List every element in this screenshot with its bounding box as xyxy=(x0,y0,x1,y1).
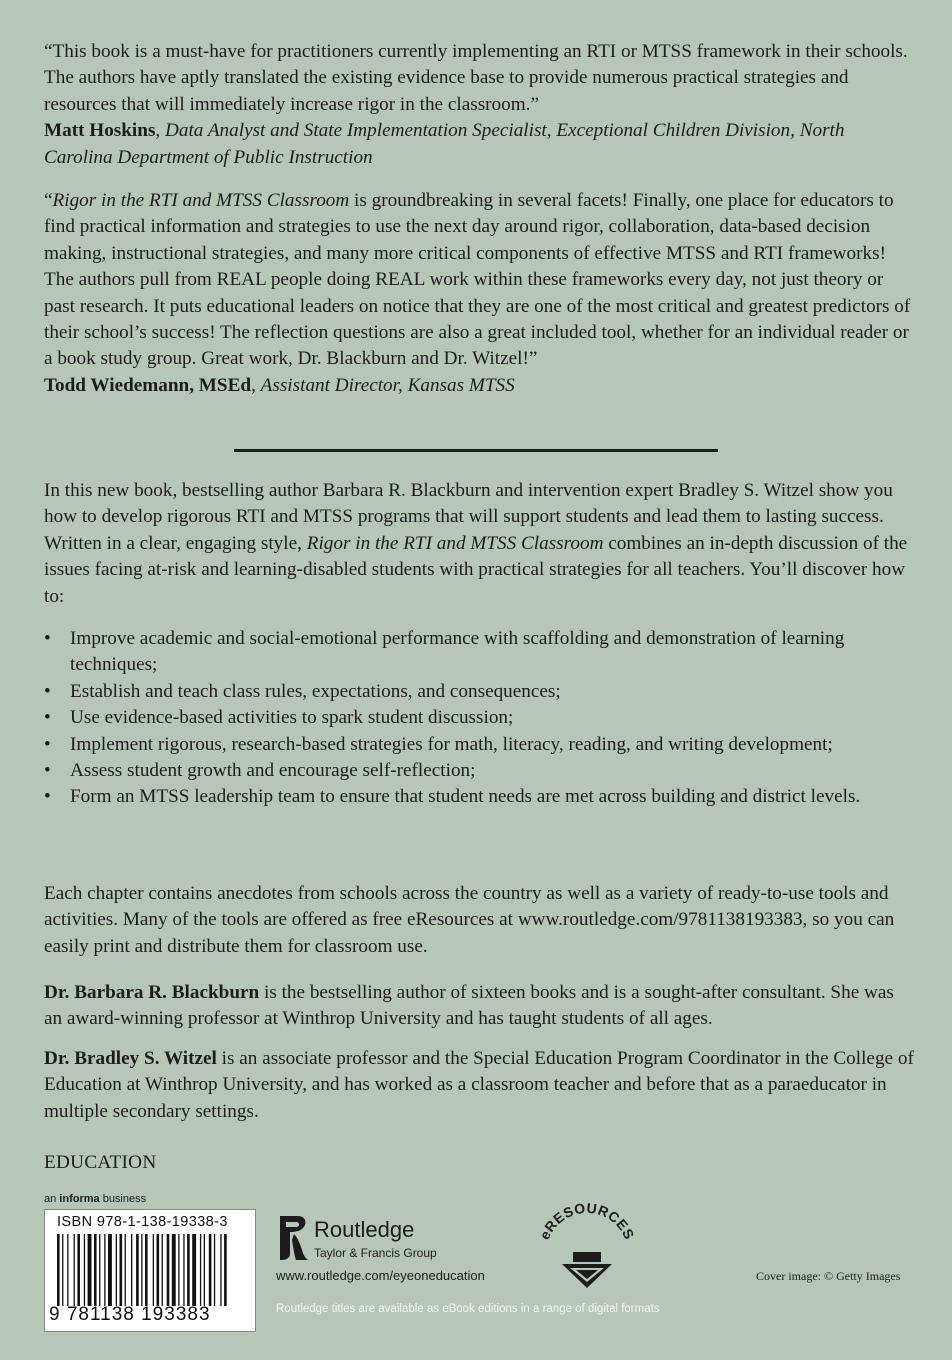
list-item: • Implement rigorous, research-based strategies for math, literacy, reading, and writing development; xyxy=(44,732,904,758)
author-name: Dr. Bradley S. Witzel xyxy=(44,1048,217,1069)
author-name: Dr. Barbara R. Blackburn xyxy=(44,982,260,1003)
book-title: Rigor in the RTI and MTSS Classroom xyxy=(52,190,350,211)
svg-text:eRESOURCES: eRESOURCES xyxy=(536,1202,638,1242)
testimonial-1 xyxy=(44,39,914,171)
testimonial-quote: “This book is a must-have for practitioners currently implementing an RTI or MTSS framework in their schools. The authors have aptly translated the existing evidence base to provide numerous practical strategies and resources that will immediately increase rigor in the classroom.” xyxy=(44,41,908,115)
book-title: Rigor in the RTI and MTSS Classroom xyxy=(306,532,604,554)
informa-business-mark: an informa business xyxy=(44,1193,147,1205)
publisher-website: www.routledge.com/eyeoneducation xyxy=(276,1268,485,1283)
subject-category: EDUCATION xyxy=(44,1152,157,1173)
testimonial-name: Todd Wiedemann, MSEd xyxy=(44,374,252,396)
testimonial-title: Assistant Director, Kansas MTSS xyxy=(260,374,515,396)
list-item: • Assess student growth and encourage self-reflection; xyxy=(44,758,904,784)
list-item: • Establish and teach class rules, expectations, and consequences; xyxy=(44,679,904,705)
routledge-logo-icon xyxy=(276,1214,310,1262)
list-item: • Improve academic and social-emotional performance with scaffolding and demonstration of learning techniques; xyxy=(44,626,904,679)
ebook-availability-note: Routledge titles are available as eBook editions in a range of digital formats xyxy=(276,1303,660,1315)
author-bio-witzel: Dr. Bradley S. Witzel is an associate professor and the Special Education Program Coordinator in the College of Education at Winthrop University, and has worked as a classroom teacher and before that as a paraeducator in multiple secondary settings. xyxy=(44,1048,914,1122)
barcode-icon xyxy=(55,1234,245,1306)
testimonial-name: Matt Hoskins xyxy=(44,120,156,142)
testimonial-quote: “Rigor in the RTI and MTSS Classroom is groundbreaking in several facets! Finally, one place for educators to find practical information and strategies to use the next day around rigor, collaboration, data-based decision making, instructional strategies, and many more critical components of effective MTSS and RTI frameworks! The authors pull from REAL people doing REAL work within these frameworks every day, not just theory or past research. It puts educational leaders on notice that they are one of the most critical and greatest predictors of their school’s success! The reflection questions are also a great included tool, whether for an individual reader or a book study group. Great work, Dr. Blackburn and Dr. Witzel!” xyxy=(44,190,911,370)
benefits-list xyxy=(44,626,904,811)
author-bio-blackburn: Dr. Barbara R. Blackburn is the bestselling author of sixteen books and is a sought-after consultant. She was an award-winning professor at Winthrop University and has taught students of all ages. xyxy=(44,982,894,1030)
chapters-paragraph: Each chapter contains anecdotes from schools across the country as well as a variety of ready-to-use tools and activities. Many of the tools are offered as free eResources at www.routledge.com/9781138193383, so you can easily print and distribute them for classroom use. xyxy=(44,883,895,957)
eresources-logo-icon xyxy=(532,1202,642,1294)
cover-image-credit: Cover image: © Getty Images xyxy=(756,1269,901,1283)
testimonial-attribution: Todd Wiedemann, MSEd, Assistant Director, Kansas MTSS xyxy=(44,374,515,396)
testimonial-attribution: Matt Hoskins, Data Analyst and State Implementation Specialist, Exceptional Children Division, North Carolina Department of Public Instruction xyxy=(44,120,845,168)
testimonial-2 xyxy=(44,188,914,399)
list-item: • Form an MTSS leadership team to ensure that student needs are met across building and district levels. xyxy=(44,784,904,810)
testimonial-title: Data Analyst and State Implementation Specialist, Exceptional Children Division, North Carolina Department of Public Instruction xyxy=(44,120,845,168)
list-item: • Use evidence-based activities to spark student discussion; xyxy=(44,705,904,731)
publisher-group: Taylor & Francis Group xyxy=(314,1246,437,1260)
barcode-digits: 9 781138 193383 xyxy=(49,1304,211,1325)
isbn-label: ISBN 978-1-138-19338-3 xyxy=(57,1214,228,1230)
isbn-barcode xyxy=(44,1209,256,1332)
publisher-name: Routledge xyxy=(314,1217,415,1242)
section-divider xyxy=(234,449,718,452)
book-description: In this new book, bestselling author Barbara R. Blackburn and intervention expert Bradley S. Witzel show you how to develop rigorous RTI and MTSS programs that will support students and lead them to lasting success. Written in a clear, engaging style, Rigor in the RTI and MTSS Classroom combines an in-depth discussion of the issues facing at-risk and learning-disabled students with practical strategies for all teachers. You’ll discover how to: xyxy=(44,480,908,607)
